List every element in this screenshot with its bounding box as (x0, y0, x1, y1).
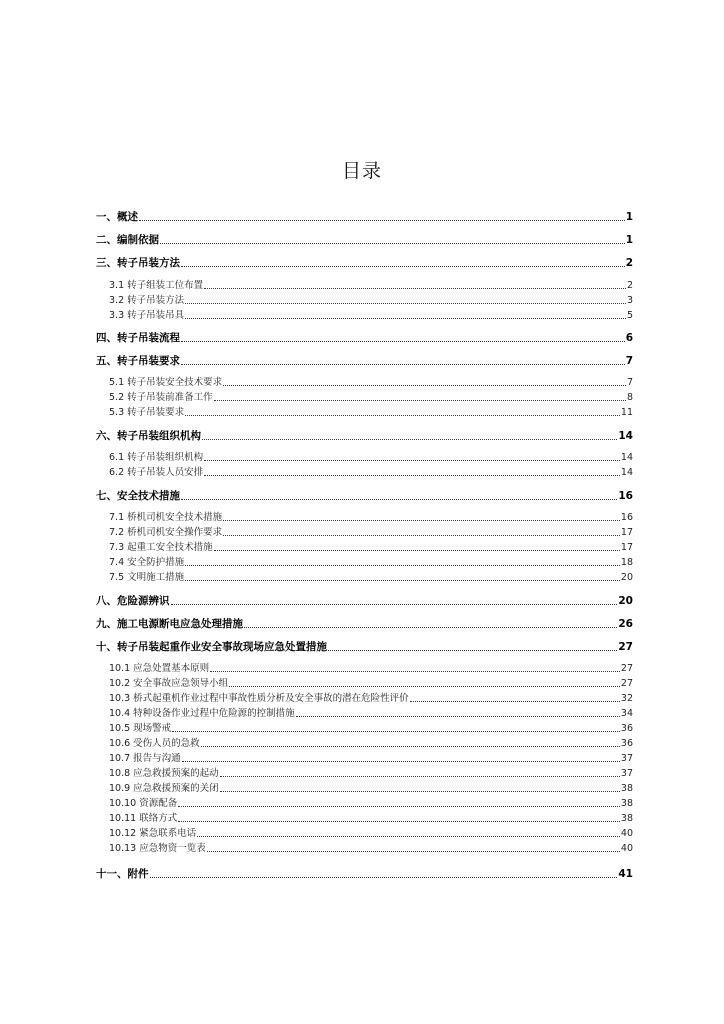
toc-leader-dots (185, 318, 626, 319)
toc-entry-page: 40 (620, 828, 633, 839)
toc-entry-label: 7.2 桥机司机安全操作要求 (109, 527, 223, 538)
toc-entry-label: 10.7 报告与沟通 (109, 753, 181, 764)
toc-leader-dots (223, 535, 620, 536)
toc-entry[interactable] (109, 511, 633, 525)
toc-leader-dots (172, 731, 620, 732)
toc-leader-dots (182, 761, 620, 762)
toc-entry-page: 20 (618, 595, 633, 607)
toc-entry-page: 16 (620, 512, 633, 523)
toc-leader-dots (181, 341, 625, 342)
toc-leader-dots (223, 520, 620, 521)
toc-entry[interactable] (109, 391, 633, 405)
toc-entry-label: 5.2 转子吊装前准备工作 (109, 392, 213, 403)
toc-entry-page: 14 (620, 452, 633, 463)
toc-leader-dots (178, 806, 620, 807)
toc-entry[interactable] (109, 294, 633, 308)
toc-entry-page: 20 (620, 572, 633, 583)
toc-entry-label: 10.2 安全事故应急领导小组 (109, 678, 229, 689)
toc-entry-label: 10.1 应急处置基本原则 (109, 663, 210, 674)
toc-leader-dots (204, 460, 620, 461)
toc-entry-page: 32 (620, 693, 633, 704)
toc-entry[interactable] (109, 692, 633, 706)
toc-leader-dots (185, 415, 620, 416)
toc-entry-label: 3.2 转子吊装方法 (109, 295, 185, 306)
toc-entry-page: 16 (618, 490, 633, 502)
toc-entry-page: 26 (618, 618, 633, 630)
toc-entry-label: 三、转子吊装方法 (96, 257, 180, 269)
toc-leader-dots (204, 475, 620, 476)
toc-entry[interactable] (96, 593, 633, 609)
toc-entry-label: 10.10 资源配备 (109, 798, 178, 809)
toc-leader-dots (410, 701, 620, 702)
toc-entry[interactable] (109, 782, 633, 796)
toc-entry-label: 10.3 桥式起重机作业过程中事故性质分析及安全事故的潜在危险性评价 (109, 693, 409, 704)
toc-entry-label: 10.8 应急救援预案的起动 (109, 768, 219, 779)
toc-leader-dots (229, 686, 620, 687)
toc-leader-dots (185, 580, 620, 581)
toc-entry-label: 10.13 应急物资一览表 (109, 843, 206, 854)
toc-leader-dots (178, 821, 620, 822)
toc-entry-label: 五、转子吊装要求 (96, 355, 180, 367)
toc-entry[interactable] (109, 662, 633, 676)
toc-leader-dots (210, 671, 620, 672)
toc-entry[interactable] (109, 571, 633, 585)
toc-entry-page: 27 (620, 663, 633, 674)
toc-entry-page: 18 (620, 557, 633, 568)
toc-entry-label: 3.3 转子吊装吊具 (109, 310, 185, 321)
toc-entry-label: 十、转子吊装起重作业安全事故现场应急处置措施 (96, 641, 327, 653)
toc-leader-dots (328, 650, 617, 651)
toc-entry[interactable] (109, 376, 633, 390)
toc-entry-page: 40 (620, 843, 633, 854)
toc-entry-label: 10.11 联络方式 (109, 813, 178, 824)
toc-entry-label: 5.1 转子吊装安全技术要求 (109, 377, 223, 388)
toc-entry-page: 2 (625, 257, 633, 269)
toc-entry-label: 10.6 受伤人员的急救 (109, 738, 200, 749)
toc-entry-page: 37 (620, 753, 633, 764)
toc-entry-page: 8 (626, 392, 633, 403)
toc-entry[interactable] (96, 255, 633, 271)
toc-entry-page: 27 (620, 678, 633, 689)
toc-entry[interactable] (109, 722, 633, 736)
toc-entry-label: 九、施工电源断电应急处理措施 (96, 618, 243, 630)
toc-leader-dots (244, 627, 617, 628)
toc-entry-page: 3 (626, 295, 633, 306)
toc-leader-dots (181, 499, 617, 500)
toc-leader-dots (201, 746, 620, 747)
toc-entry-label: 10.9 应急救援预案的关闭 (109, 783, 219, 794)
toc-entry[interactable] (109, 827, 633, 841)
toc-entry-page: 7 (625, 355, 633, 367)
toc-entry[interactable] (96, 209, 633, 225)
toc-entry[interactable] (96, 330, 633, 346)
toc-entry[interactable] (109, 797, 633, 811)
toc-entry[interactable] (109, 466, 633, 480)
toc-entry-page: 38 (620, 813, 633, 824)
toc-leader-dots (202, 439, 617, 440)
toc-entry-label: 7.3 起重工安全技术措施 (109, 542, 213, 553)
toc-entry-page: 14 (618, 430, 633, 442)
toc-entry-page: 41 (618, 868, 633, 880)
toc-leader-dots (214, 550, 620, 551)
toc-entry-page: 17 (620, 542, 633, 553)
toc-leader-dots (207, 851, 620, 852)
toc-leader-dots (204, 288, 626, 289)
toc-entry[interactable] (109, 767, 633, 781)
toc-entry[interactable] (96, 639, 633, 655)
toc-entry[interactable] (109, 737, 633, 751)
toc-leader-dots (139, 220, 625, 221)
toc-leader-dots (197, 836, 620, 837)
toc-leader-dots (150, 877, 618, 878)
toc-leader-dots (181, 364, 625, 365)
toc-entry[interactable] (96, 488, 633, 504)
toc-leader-dots (220, 791, 620, 792)
toc-entry[interactable] (109, 812, 633, 826)
toc-entry[interactable] (96, 428, 633, 444)
toc-entry-page: 36 (620, 738, 633, 749)
toc-entry-page: 1 (625, 234, 633, 246)
toc-entry-page: 36 (620, 723, 633, 734)
toc-entry-page: 17 (620, 527, 633, 538)
toc-entry-label: 七、安全技术措施 (96, 490, 180, 502)
toc-entry[interactable] (109, 279, 633, 293)
toc-entry-label: 十一、附件 (96, 868, 149, 880)
toc-entry[interactable] (96, 616, 633, 632)
toc-entry[interactable] (96, 866, 633, 882)
toc-entry-label: 10.12 紧急联系电话 (109, 828, 197, 839)
toc-title: 目录 (341, 160, 382, 182)
toc-entry-label: 八、危险源辨识 (96, 595, 170, 607)
toc-leader-dots (181, 266, 625, 267)
toc-entry-label: 10.5 现场警戒 (109, 723, 172, 734)
toc-leader-dots (214, 400, 626, 401)
toc-entry-page: 2 (626, 280, 633, 291)
toc-entry-page: 37 (620, 768, 633, 779)
toc-entry-page: 1 (625, 211, 633, 223)
toc-entry-page: 27 (618, 641, 633, 653)
toc-entry[interactable] (109, 556, 633, 570)
toc-entry-label: 7.5 文明施工措施 (109, 572, 185, 583)
toc-entry[interactable] (109, 451, 633, 465)
toc-leader-dots (171, 604, 618, 605)
toc-entry[interactable] (96, 353, 633, 369)
toc-entry-label: 7.1 桥机司机安全技术措施 (109, 512, 223, 523)
toc-entry-label: 六、转子吊装组织机构 (96, 430, 201, 442)
toc-entry-page: 14 (620, 467, 633, 478)
toc-entry[interactable] (109, 309, 633, 323)
toc-entry-label: 二、编制依据 (96, 234, 159, 246)
toc-entry-label: 四、转子吊装流程 (96, 332, 180, 344)
toc-entry-label: 6.1 转子吊装组织机构 (109, 452, 204, 463)
toc-leader-dots (296, 716, 620, 717)
toc-entry-page: 6 (625, 332, 633, 344)
toc-entry[interactable] (109, 842, 633, 856)
toc-entry-label: 3.1 转子组装工位布置 (109, 280, 204, 291)
toc-leader-dots (185, 303, 626, 304)
toc-entry-page: 5 (626, 310, 633, 321)
toc-entry[interactable] (109, 541, 633, 555)
toc-entry-label: 5.3 转子吊装要求 (109, 407, 185, 418)
toc-entry-label: 7.4 安全防护措施 (109, 557, 185, 568)
toc-entry-page: 38 (620, 783, 633, 794)
toc-entry-page: 11 (620, 407, 633, 418)
toc-entry[interactable] (109, 677, 633, 691)
toc-leader-dots (185, 565, 620, 566)
toc-entry[interactable] (109, 707, 633, 721)
toc-entry[interactable] (109, 526, 633, 540)
toc-leader-dots (223, 385, 626, 386)
toc-entry[interactable] (109, 406, 633, 420)
toc-entry-label: 一、概述 (96, 211, 138, 223)
toc-leader-dots (220, 776, 620, 777)
toc-entry-page: 7 (626, 377, 633, 388)
toc-entry[interactable] (96, 232, 633, 248)
toc-entry[interactable] (109, 752, 633, 766)
toc-entry-page: 38 (620, 798, 633, 809)
toc-leader-dots (160, 243, 625, 244)
toc-entry-page: 34 (620, 708, 633, 719)
toc-entry-label: 10.4 特种设备作业过程中危险源的控制措施 (109, 708, 295, 719)
toc-entry-label: 6.2 转子吊装人员安排 (109, 467, 204, 478)
